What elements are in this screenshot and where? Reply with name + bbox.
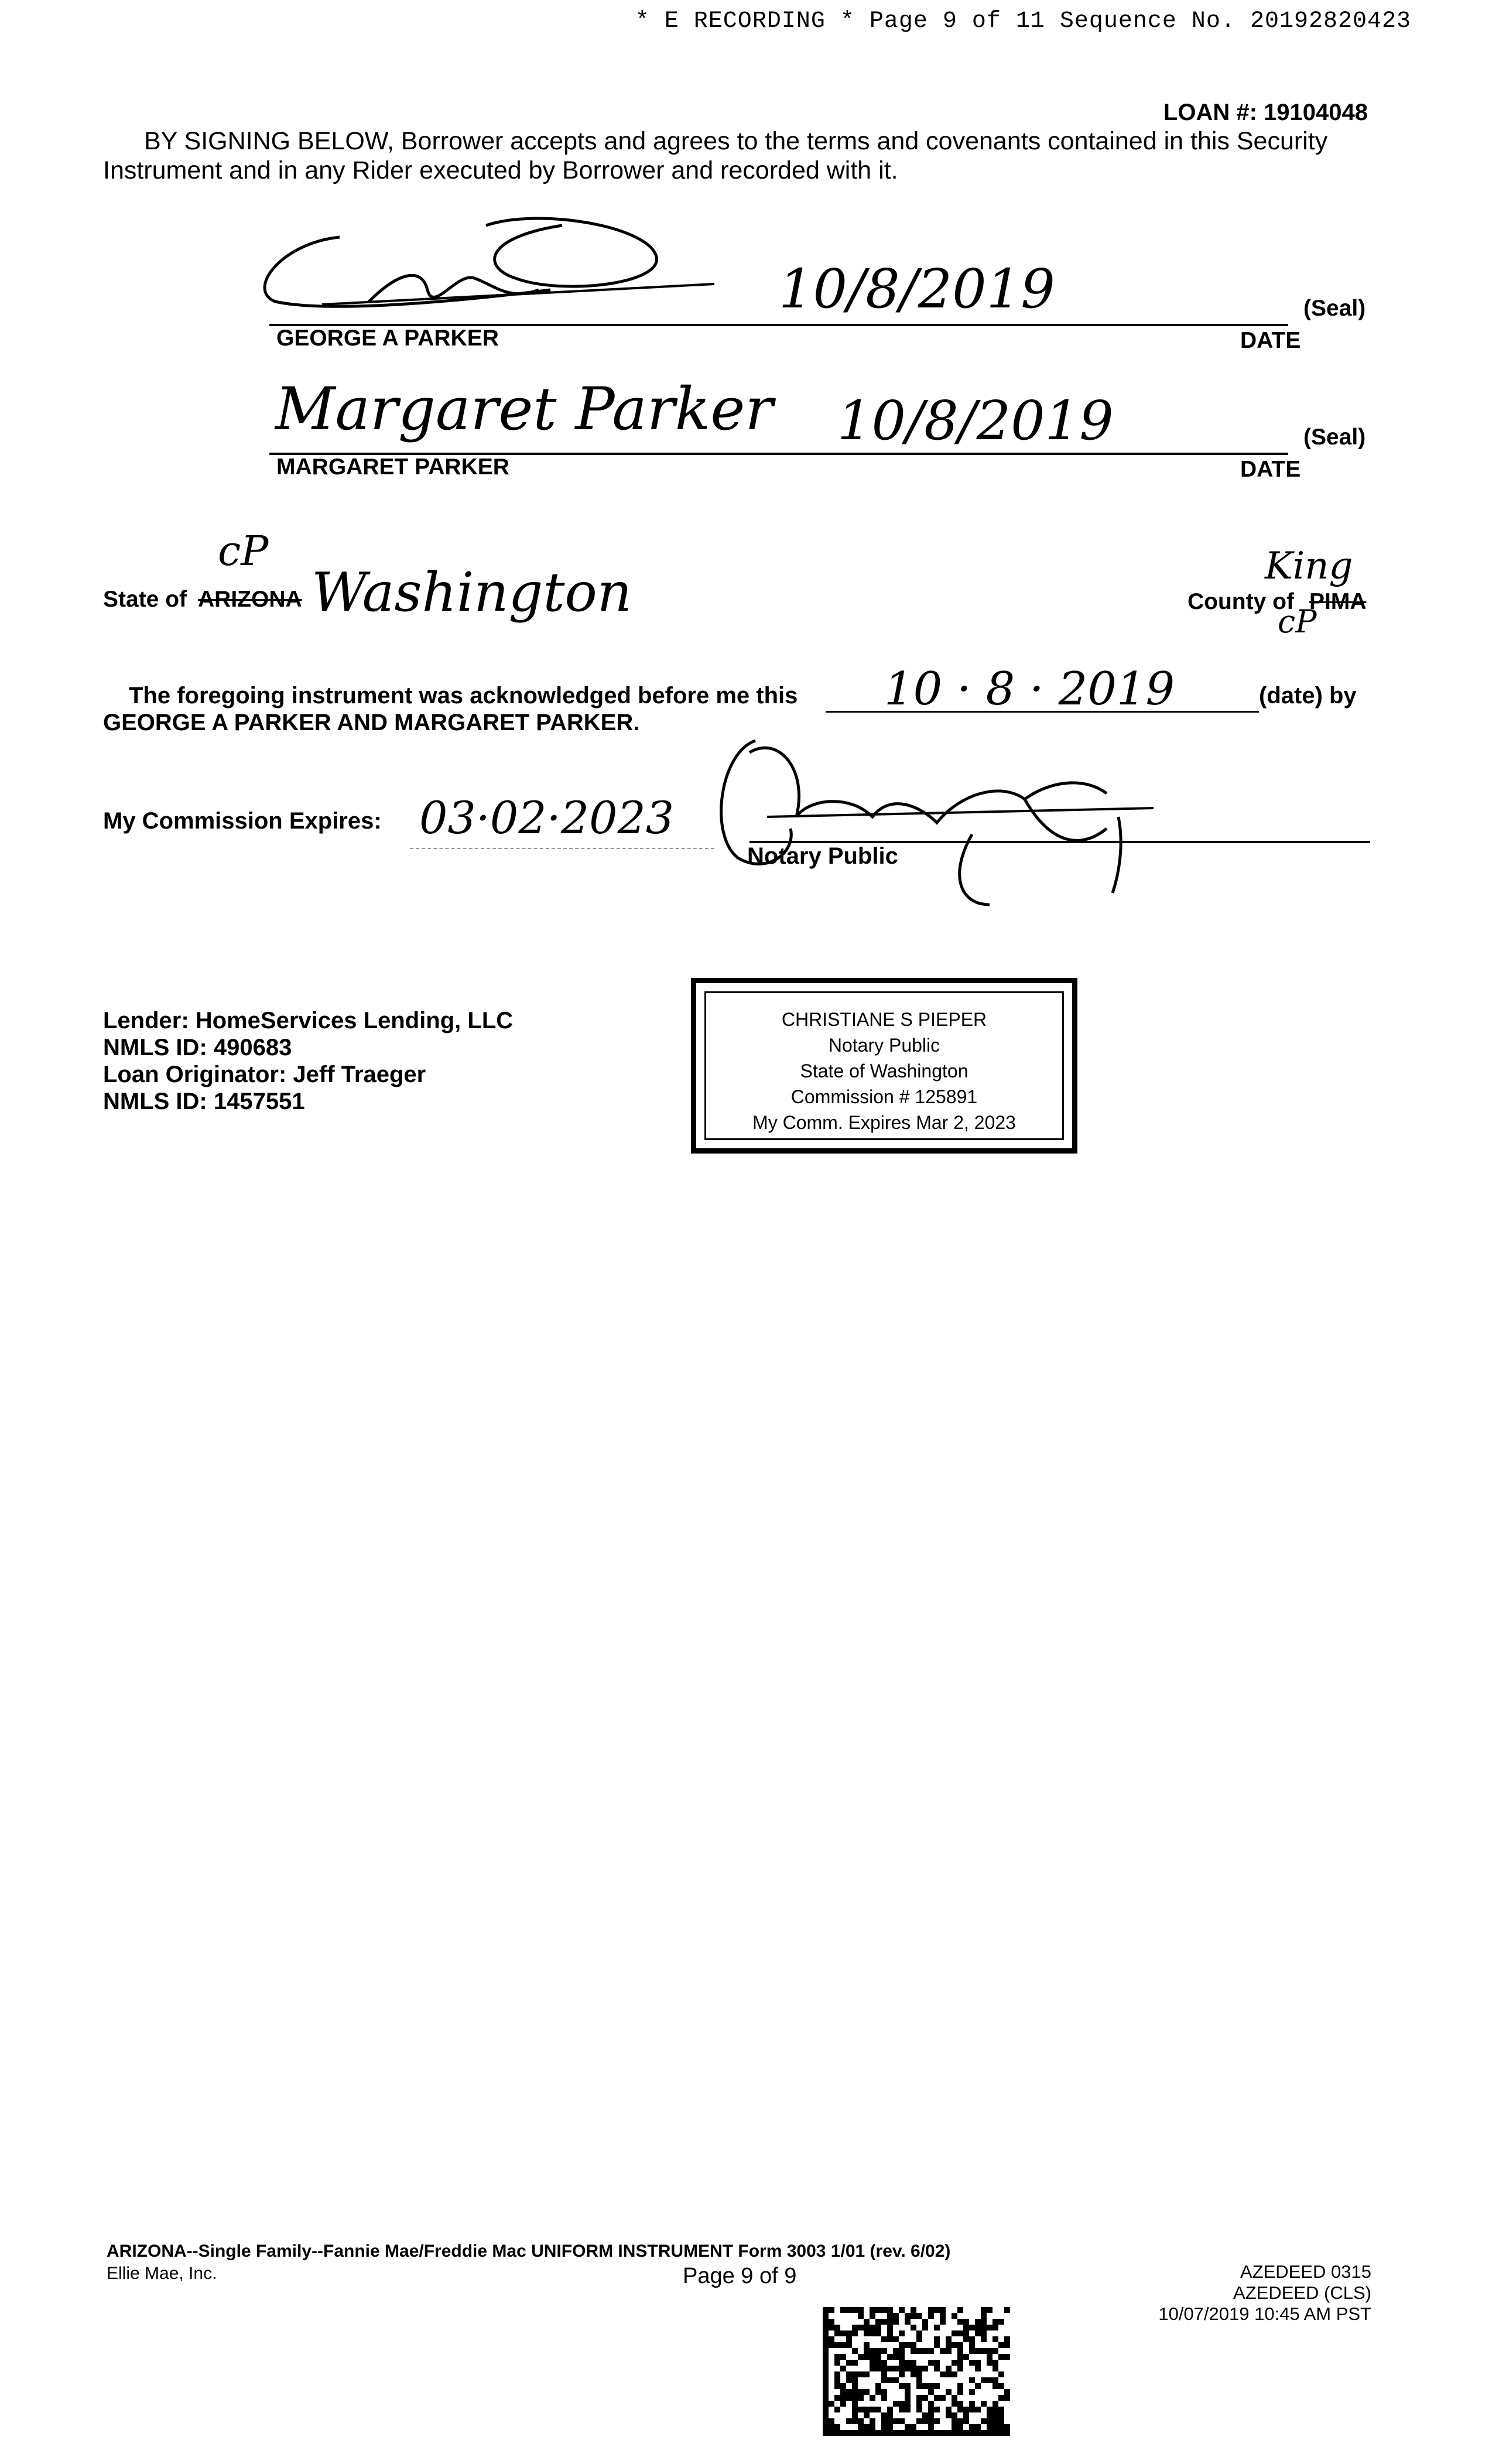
margaret-date-label: DATE <box>1240 457 1301 482</box>
ack-handwritten-date: 10 · 8 · 2019 <box>884 663 1175 716</box>
ack-suffix: (date) by <box>1259 683 1357 709</box>
margaret-handwritten-date: 10/8/2019 <box>837 389 1114 452</box>
footer-page-number: Page 9 of 9 <box>683 2264 797 2288</box>
notary-stamp <box>691 978 1077 1154</box>
margaret-name: MARGARET PARKER <box>276 454 509 480</box>
footer-code-1: AZEDEED 0315 <box>1240 2261 1371 2282</box>
ack-prefix: The foregoing instrument was acknowledged before me this <box>129 683 798 709</box>
county-label: County of <box>1187 589 1294 614</box>
lender-nmls: NMLS ID: 490683 <box>103 1035 292 1060</box>
george-handwritten-date: 10/8/2019 <box>779 258 1055 320</box>
loan-originator: Loan Originator: Jeff Traeger <box>103 1062 426 1087</box>
recording-header: * E RECORDING * Page 9 of 11 Sequence No. 20192820423 <box>635 8 1411 35</box>
commission-handwritten-date: 03·02·2023 <box>419 792 675 844</box>
footer-company: Ellie Mae, Inc. <box>107 2264 217 2283</box>
footer-code-2: AZEDEED (CLS) <box>1233 2282 1371 2303</box>
stamp-line-2: Notary Public <box>828 1035 940 1056</box>
commission-label: My Commission Expires: <box>103 808 382 834</box>
notary-signature-image <box>697 729 1195 922</box>
stamp-line-4: Commission # 125891 <box>790 1086 978 1107</box>
county-struck: PIMA <box>1309 589 1367 614</box>
state-label: State of <box>103 587 187 612</box>
commission-date-line <box>410 848 714 849</box>
loan-label: LOAN #: <box>1163 100 1257 125</box>
state-struck: ARIZONA <box>198 587 302 612</box>
loan-value: 19104048 <box>1264 100 1368 125</box>
george-name: GEORGE A PARKER <box>276 326 499 351</box>
margaret-seal: (Seal) <box>1303 425 1366 450</box>
notary-public-label: Notary Public <box>747 843 898 869</box>
george-seal: (Seal) <box>1303 296 1366 321</box>
2d-barcode-image <box>823 2307 1010 2436</box>
county-initials: cP <box>1278 603 1317 640</box>
lender-name: Lender: HomeServices Lending, LLC <box>103 1008 514 1033</box>
footer-form-info <box>107 2240 950 2285</box>
footer-codes <box>1158 2261 1371 2325</box>
margaret-handwritten-signature: Margaret Parker <box>275 375 774 443</box>
state-initials: cP <box>218 527 269 575</box>
loan-number <box>1163 100 1368 126</box>
stamp-line-3: State of Washington <box>800 1060 968 1082</box>
county-handwritten: King <box>1265 545 1353 588</box>
signing-statement <box>103 126 1368 185</box>
ack-names: GEORGE A PARKER AND MARGARET PARKER. <box>103 710 640 735</box>
signing-statement-text: BY SIGNING BELOW, Borrower accepts and agrees to the terms and covenants contained in this Security Instrument and in any Rider executed by Borrower and recorded with it. <box>103 127 1328 184</box>
george-date-label: DATE <box>1240 328 1301 353</box>
stamp-line-1: CHRISTIANE S PIEPER <box>781 1009 987 1030</box>
originator-nmls: NMLS ID: 1457551 <box>103 1089 305 1114</box>
lender-info <box>103 1007 513 1115</box>
footer-form-line: ARIZONA--Single Family--Fannie Mae/Freddie Mac UNIFORM INSTRUMENT Form 3003 1/01 (rev. 6/02) <box>107 2241 951 2261</box>
state-handwritten: Washington <box>312 561 632 624</box>
footer-timestamp: 10/07/2019 10:45 AM PST <box>1158 2304 1371 2324</box>
stamp-line-5: My Comm. Expires Mar 2, 2023 <box>752 1112 1016 1133</box>
